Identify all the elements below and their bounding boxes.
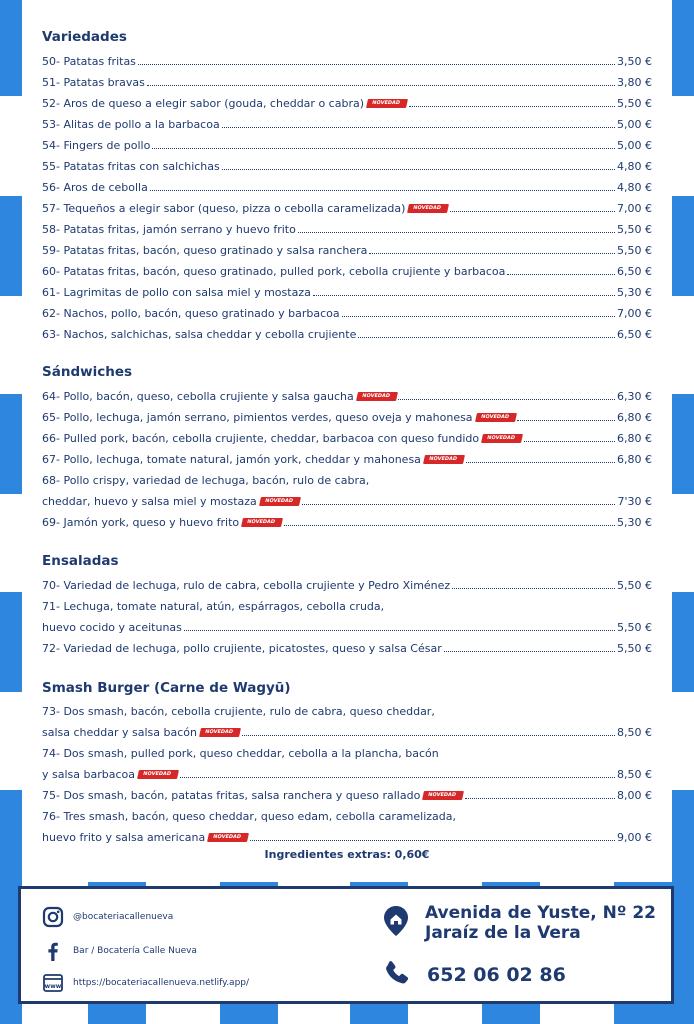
edge-block bbox=[672, 0, 694, 96]
menu-item bbox=[42, 71, 652, 89]
dot-leader bbox=[242, 734, 615, 736]
menu-item bbox=[42, 784, 652, 802]
instagram-handle: @bocateriacallenueva bbox=[73, 912, 174, 922]
menu-item-name: 62- Nachos, pollo, bacón, queso gratinado y barbacoa bbox=[42, 307, 340, 320]
dot-leader bbox=[466, 461, 615, 463]
menu-page bbox=[22, 0, 672, 882]
menu-item bbox=[42, 721, 652, 739]
new-badge: NOVEDAD bbox=[199, 728, 241, 737]
menu-item bbox=[42, 323, 652, 341]
menu-item-name: 73- Dos smash, bacón, cebolla crujiente, rulo de cabra, queso cheddar, bbox=[42, 705, 435, 718]
edge-block bbox=[482, 1004, 540, 1024]
menu-item-name: y salsa barbacoa bbox=[42, 768, 135, 781]
dot-leader bbox=[284, 524, 615, 526]
menu-item-name: 54- Fingers de pollo bbox=[42, 139, 151, 152]
menu-item bbox=[42, 805, 652, 823]
dot-leader bbox=[517, 419, 615, 421]
menu-item-price: 5,50 € bbox=[617, 244, 652, 257]
dot-leader bbox=[507, 273, 615, 275]
edge-block bbox=[88, 1004, 146, 1024]
menu-item bbox=[42, 260, 652, 278]
menu-item-price: 7,00 € bbox=[617, 307, 652, 320]
new-badge: NOVEDAD bbox=[366, 99, 408, 108]
menu-item-price: 8,50 € bbox=[617, 726, 652, 739]
new-badge: NOVEDAD bbox=[356, 392, 398, 401]
menu-item-price: 4,80 € bbox=[617, 181, 652, 194]
dot-leader bbox=[369, 252, 615, 254]
menu-item-name: 51- Patatas bravas bbox=[42, 76, 145, 89]
dot-leader bbox=[398, 398, 615, 400]
globe-icon bbox=[41, 971, 65, 995]
menu-item bbox=[42, 448, 652, 466]
menu-item bbox=[42, 218, 652, 236]
dot-leader bbox=[180, 776, 615, 778]
menu-item bbox=[42, 385, 652, 403]
new-badge: NOVEDAD bbox=[407, 204, 449, 213]
edge-block bbox=[672, 592, 694, 692]
menu-item-name: 70- Variedad de lechuga, rulo de cabra, cebolla crujiente y Pedro Ximénez bbox=[42, 579, 451, 592]
facebook-icon bbox=[41, 939, 65, 963]
instagram-icon bbox=[41, 905, 65, 929]
menu-item bbox=[42, 176, 652, 194]
facebook-link[interactable] bbox=[41, 939, 197, 963]
edge-block bbox=[672, 790, 694, 890]
dot-leader bbox=[222, 168, 615, 170]
dot-leader bbox=[152, 147, 615, 149]
menu-item-name: 57- Tequeños a elegir sabor (queso, pizza o cebolla caramelizada) bbox=[42, 202, 406, 215]
section-title-smash: Smash Burger (Carne de Wagyū) bbox=[42, 680, 291, 696]
menu-item-price: 4,80 € bbox=[617, 160, 652, 173]
edge-block bbox=[672, 394, 694, 494]
facebook-name: Bar / Bocatería Calle Nueva bbox=[73, 946, 197, 956]
menu-item-name: cheddar, huevo y salsa miel y mostaza bbox=[42, 495, 257, 508]
dot-leader bbox=[465, 797, 615, 799]
dot-leader bbox=[524, 440, 615, 442]
new-badge: NOVEDAD bbox=[241, 518, 283, 527]
edge-block bbox=[0, 592, 22, 692]
menu-item-price: 5,50 € bbox=[617, 223, 652, 236]
menu-item-name: 67- Pollo, lechuga, tomate natural, jamón york, cheddar y mahonesa bbox=[42, 453, 421, 466]
new-badge: NOVEDAD bbox=[423, 455, 465, 464]
menu-item bbox=[42, 490, 652, 508]
new-badge: NOVEDAD bbox=[137, 770, 179, 779]
menu-item bbox=[42, 763, 652, 781]
menu-item-name: 61- Lagrimitas de pollo con salsa miel y mostaza bbox=[42, 286, 311, 299]
menu-item-name: huevo cocido y aceitunas bbox=[42, 621, 182, 634]
edge-block bbox=[0, 196, 22, 296]
address-line-2: Jaraíz de la Vera bbox=[425, 923, 581, 943]
menu-item bbox=[42, 239, 652, 257]
menu-item-price: 6,80 € bbox=[617, 453, 652, 466]
menu-item bbox=[42, 92, 652, 110]
menu-item-price: 7'30 € bbox=[617, 495, 652, 508]
new-badge: NOVEDAD bbox=[259, 497, 301, 506]
footer-box bbox=[18, 886, 674, 1004]
dot-leader bbox=[250, 839, 615, 841]
menu-item-price: 5,50 € bbox=[617, 97, 652, 110]
menu-item-price: 8,50 € bbox=[617, 768, 652, 781]
edge-block bbox=[220, 1004, 278, 1024]
menu-item-name: 74- Dos smash, pulled pork, queso cheddar, cebolla a la plancha, bacón bbox=[42, 747, 439, 760]
dot-leader bbox=[138, 63, 615, 65]
menu-item bbox=[42, 197, 652, 215]
section-title-variedades: Variedades bbox=[42, 29, 127, 45]
menu-item-name: 65- Pollo, lechuga, jamón serrano, pimientos verdes, queso oveja y mahonesa bbox=[42, 411, 473, 424]
menu-item-price: 5,30 € bbox=[617, 286, 652, 299]
new-badge: NOVEDAD bbox=[207, 833, 249, 842]
phone-block[interactable] bbox=[383, 959, 566, 991]
menu-item-name: 72- Variedad de lechuga, pollo crujiente, picatostes, queso y salsa César bbox=[42, 642, 442, 655]
menu-item-price: 6,50 € bbox=[617, 265, 652, 278]
menu-item bbox=[42, 595, 652, 613]
menu-item bbox=[42, 511, 652, 529]
phone-icon bbox=[383, 959, 411, 991]
edge-block bbox=[0, 0, 22, 96]
menu-item bbox=[42, 742, 652, 760]
address-line-1: Avenida de Yuste, Nº 22 bbox=[425, 903, 656, 923]
svg-text:www: www bbox=[44, 983, 62, 990]
menu-item-name: 55- Patatas fritas con salchichas bbox=[42, 160, 220, 173]
menu-item-name: 76- Tres smash, bacón, queso cheddar, queso edam, cebolla caramelizada, bbox=[42, 810, 457, 823]
menu-item-price: 5,00 € bbox=[617, 139, 652, 152]
menu-item-name: 63- Nachos, salchichas, salsa cheddar y cebolla crujiente bbox=[42, 328, 357, 341]
menu-item bbox=[42, 469, 652, 487]
menu-item-name: 69- Jamón york, queso y huevo frito bbox=[42, 516, 240, 529]
dot-leader bbox=[452, 587, 615, 589]
location-pin-icon bbox=[383, 905, 409, 941]
menu-item bbox=[42, 155, 652, 173]
edge-block bbox=[350, 1004, 408, 1024]
menu-item-price: 6,80 € bbox=[617, 432, 652, 445]
menu-item-name: 71- Lechuga, tomate natural, atún, espárragos, cebolla cruda, bbox=[42, 600, 385, 613]
menu-item-name: salsa cheddar y salsa bacón bbox=[42, 726, 197, 739]
menu-item-name: 53- Alitas de pollo a la barbacoa bbox=[42, 118, 220, 131]
menu-item-price: 5,50 € bbox=[617, 621, 652, 634]
dot-leader bbox=[342, 315, 615, 317]
menu-item bbox=[42, 302, 652, 320]
menu-item-name: 64- Pollo, bacón, queso, cebolla crujiente y salsa gaucha bbox=[42, 390, 354, 403]
menu-item-name: huevo frito y salsa americana bbox=[42, 831, 206, 844]
menu-item-price: 6,80 € bbox=[617, 411, 652, 424]
menu-item-price: 6,50 € bbox=[617, 328, 652, 341]
menu-item-price: 6,30 € bbox=[617, 390, 652, 403]
menu-item-name: 60- Patatas fritas, bacón, queso gratinado, pulled pork, cebolla crujiente y barbacoa bbox=[42, 265, 506, 278]
menu-item-name: 66- Pulled pork, bacón, cebolla crujiente, cheddar, barbacoa con queso fundido bbox=[42, 432, 480, 445]
dot-leader bbox=[358, 336, 615, 338]
menu-item-name: 58- Patatas fritas, jamón serrano y huevo frito bbox=[42, 223, 296, 236]
menu-item-price: 8,00 € bbox=[617, 789, 652, 802]
new-badge: NOVEDAD bbox=[422, 791, 464, 800]
menu-item-name: 75- Dos smash, bacón, patatas fritas, salsa ranchera y queso rallado bbox=[42, 789, 421, 802]
menu-item bbox=[42, 700, 652, 718]
menu-item-price: 5,50 € bbox=[617, 642, 652, 655]
dot-leader bbox=[298, 231, 615, 233]
menu-item-name: 59- Patatas fritas, bacón, queso gratinado y salsa ranchera bbox=[42, 244, 368, 257]
edge-block bbox=[672, 196, 694, 296]
menu-item-price: 3,50 € bbox=[617, 55, 652, 68]
menu-item bbox=[42, 427, 652, 445]
menu-item bbox=[42, 406, 652, 424]
dot-leader bbox=[444, 650, 615, 652]
menu-item-name: 68- Pollo crispy, variedad de lechuga, bacón, rulo de cabra, bbox=[42, 474, 370, 487]
menu-item bbox=[42, 616, 652, 634]
dot-leader bbox=[313, 294, 615, 296]
menu-item-price: 3,80 € bbox=[617, 76, 652, 89]
edge-block bbox=[0, 790, 22, 890]
dot-leader bbox=[222, 126, 615, 128]
menu-item-price: 9,00 € bbox=[617, 831, 652, 844]
menu-item bbox=[42, 113, 652, 131]
menu-item-name: 56- Aros de cebolla bbox=[42, 181, 148, 194]
dot-leader bbox=[184, 629, 615, 631]
web-link[interactable] bbox=[41, 971, 249, 995]
menu-item bbox=[42, 134, 652, 152]
section-title-ensaladas: Ensaladas bbox=[42, 553, 119, 569]
dot-leader bbox=[302, 503, 616, 505]
new-badge: NOVEDAD bbox=[475, 413, 517, 422]
menu-item-price: 5,50 € bbox=[617, 579, 652, 592]
menu-item-name: 52- Aros de queso a elegir sabor (gouda, cheddar o cabra) bbox=[42, 97, 364, 110]
phone-number: 652 06 02 86 bbox=[427, 964, 566, 986]
menu-item bbox=[42, 50, 652, 68]
extras-note: Ingredientes extras: 0,60€ bbox=[264, 848, 430, 861]
new-badge: NOVEDAD bbox=[481, 434, 523, 443]
web-url: https://bocateriacallenueva.netlify.app/ bbox=[73, 978, 250, 988]
edge-block bbox=[0, 394, 22, 494]
menu-item bbox=[42, 826, 652, 844]
dot-leader bbox=[450, 210, 615, 212]
address-block bbox=[383, 903, 656, 943]
dot-leader bbox=[150, 189, 615, 191]
instagram-link[interactable] bbox=[41, 905, 173, 929]
menu-item bbox=[42, 637, 652, 655]
menu-item-price: 5,00 € bbox=[617, 118, 652, 131]
menu-item bbox=[42, 574, 652, 592]
menu-item-price: 7,00 € bbox=[617, 202, 652, 215]
dot-leader bbox=[147, 84, 615, 86]
menu-item-name: 50- Patatas fritas bbox=[42, 55, 136, 68]
dot-leader bbox=[409, 105, 615, 107]
menu-item-price: 5,30 € bbox=[617, 516, 652, 529]
menu-item bbox=[42, 281, 652, 299]
section-title-sandwiches: Sándwiches bbox=[42, 364, 133, 380]
